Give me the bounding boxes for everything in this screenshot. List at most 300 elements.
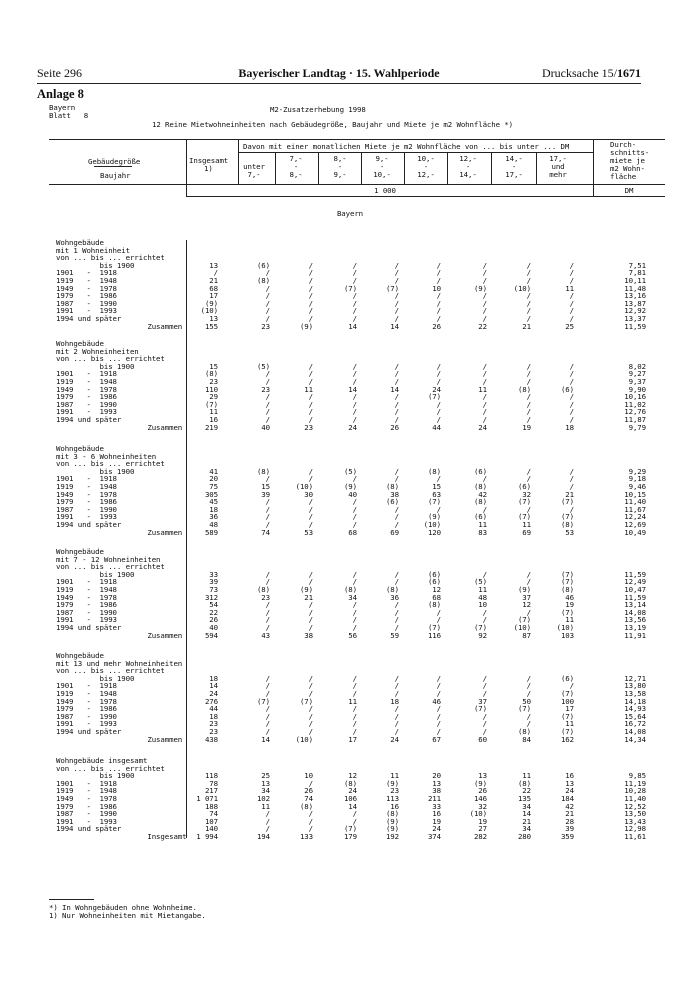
table-cell: / (265, 623, 270, 632)
table-cell: 12 (522, 600, 531, 610)
table-cell: (8) (385, 482, 399, 491)
table-cell: 113 (385, 794, 399, 803)
table-cell: 13,80 (624, 681, 646, 691)
table-cell: 34 (522, 824, 531, 834)
table-cell: / (526, 392, 531, 402)
table-cell: (9) (299, 321, 313, 331)
range-head: - (337, 162, 343, 171)
row-label: 1987 - 1990 (56, 399, 117, 409)
table-cell: 84 (522, 734, 531, 744)
table-cell: / (352, 392, 357, 402)
table-cell: 13 (565, 778, 574, 788)
table-cell: 11,91 (624, 630, 646, 640)
table-cell: 14,08 (624, 607, 646, 617)
table-cell: / (526, 291, 531, 301)
table-cell: / (308, 704, 313, 714)
table-cell: 40 (209, 623, 218, 632)
table-cell: 12 (432, 585, 441, 594)
table-cell: / (526, 504, 531, 514)
table-cell: (10) (423, 520, 441, 529)
table-cell: 23 (261, 384, 270, 394)
table-cell: / (436, 681, 441, 691)
table-cell: / (352, 268, 357, 278)
table-cell: / (352, 276, 357, 285)
table-cell: / (394, 474, 399, 484)
section-title: mit 2 Wohneinheiten (56, 346, 139, 356)
unit-dm: DM (624, 186, 634, 195)
table-cell: / (436, 369, 441, 379)
row-label: Zusammen (56, 734, 183, 744)
table-cell: 16 (432, 809, 441, 819)
table-cell: 594 (204, 630, 218, 640)
table-cell: / (308, 607, 313, 617)
table-cell: / (436, 306, 441, 316)
table-cell: 43 (261, 630, 270, 640)
table-cell: 12,24 (624, 512, 646, 522)
row-label: 1991 - 1993 (56, 615, 117, 625)
table-cell: / (482, 260, 487, 270)
table-cell: 14,93 (624, 704, 646, 714)
page-header (37, 66, 641, 82)
table-cell: 14 (261, 734, 270, 744)
table-cell: (8) (343, 778, 357, 788)
table-cell: / (352, 623, 357, 632)
table-cell: / (265, 407, 270, 417)
header-rule (37, 83, 641, 84)
table-cell: / (436, 407, 441, 417)
table-cell: / (352, 704, 357, 714)
table-cell: 68 (432, 592, 441, 602)
table-cell: 12 (348, 771, 357, 781)
table-cell: / (308, 407, 313, 417)
table-cell: / (526, 268, 531, 278)
table-cell: / (526, 689, 531, 698)
table-cell: / (436, 291, 441, 301)
row-label: 1901 - 1918 (56, 474, 117, 484)
table-cell: / (394, 704, 399, 714)
table-cell: 14 (348, 801, 357, 811)
head-bottom-rule (49, 184, 665, 185)
table-cell: 12,98 (624, 824, 646, 834)
col-head-insgesamt: Insgesamt (189, 156, 229, 165)
table-cell: / (352, 520, 357, 529)
range-head: unter (243, 162, 265, 171)
table-cell: 102 (256, 794, 270, 803)
table-cell: / (482, 607, 487, 617)
table-cell: 21 (304, 592, 313, 602)
table-cell: / (526, 314, 531, 323)
table-cell: / (265, 681, 270, 691)
table-cell: 23 (209, 727, 218, 736)
row-label: 1979 - 1986 (56, 801, 117, 811)
table-cell: / (394, 369, 399, 379)
table-cell: 9,18 (628, 474, 646, 484)
table-cell: (8) (299, 801, 313, 811)
table-cell: 13 (209, 260, 218, 270)
table-cell: 118 (204, 771, 218, 781)
table-cell: 11 (209, 407, 218, 417)
table-cell: / (352, 711, 357, 721)
table-cell: (6) (560, 673, 574, 683)
table-cell: (9) (204, 298, 218, 308)
table-cell: / (308, 276, 313, 285)
table-cell: 155 (204, 321, 218, 331)
table-cell: / (308, 260, 313, 270)
table-cell: 26 (478, 786, 487, 796)
table-cell: / (569, 399, 574, 409)
range-head: 14,- (505, 154, 523, 163)
table-cell: 10,15 (624, 489, 646, 499)
table-cell: 23 (304, 422, 313, 432)
row-label: 1987 - 1990 (56, 809, 117, 819)
table-cell: / (482, 314, 487, 323)
table-cell: / (482, 291, 487, 301)
table-cell: 1 071 (196, 794, 218, 803)
range-vrule (318, 152, 319, 184)
table-cell: (7) (560, 577, 574, 587)
table-cell: / (394, 711, 399, 721)
table-cell: / (526, 298, 531, 308)
table-cell: 87 (522, 630, 531, 640)
table-cell: 11 (565, 719, 574, 729)
table-cell: 188 (204, 801, 218, 811)
table-cell: (7) (560, 711, 574, 721)
table-cell: / (352, 291, 357, 301)
table-cell: / (265, 816, 270, 826)
row-label: 1949 - 1978 (56, 794, 117, 803)
table-cell: (7) (560, 607, 574, 617)
table-cell: 16 (209, 415, 218, 424)
table-cell: 10 (432, 283, 441, 293)
section-title: Wohngebäude (56, 651, 104, 660)
table-cell: 59 (390, 630, 399, 640)
table-cell: / (482, 474, 487, 484)
table-cell: (7) (560, 497, 574, 507)
table-cell: 13,56 (624, 615, 646, 625)
range-head: 12,- (459, 154, 477, 163)
table-cell: (7) (560, 512, 574, 522)
table-cell: / (308, 268, 313, 278)
table-cell: 106 (343, 794, 357, 803)
table-cell: / (436, 615, 441, 625)
table-cell: (6) (256, 260, 270, 270)
table-cell: 56 (348, 630, 357, 640)
table-cell: 10,28 (624, 786, 646, 796)
table-cell: 68 (209, 283, 218, 293)
section-title: von ... bis ... errichtet (56, 562, 165, 572)
table-cell: (9) (517, 585, 531, 594)
table-cell: / (352, 600, 357, 610)
table-cell: 7,51 (628, 260, 646, 270)
table-cell: (7) (343, 824, 357, 834)
table-cell: 46 (565, 592, 574, 602)
table-cell: 34 (261, 786, 270, 796)
table-cell: / (526, 673, 531, 683)
row-label: 1949 - 1978 (56, 489, 117, 499)
table-cell: 22 (522, 786, 531, 796)
table-cell: / (352, 407, 357, 417)
durch-vrule (593, 139, 594, 196)
table-cell: 9,46 (628, 482, 646, 491)
sheet-label: Blatt 8 (49, 111, 89, 120)
table-cell: 25 (261, 771, 270, 781)
table-cell: 374 (427, 832, 441, 841)
table-cell: 146 (473, 794, 487, 803)
table-cell: (8) (385, 809, 399, 819)
table-cell: 39 (209, 577, 218, 587)
table-cell: 24 (348, 422, 357, 432)
row-label: 1987 - 1990 (56, 711, 117, 721)
table-cell: 438 (204, 734, 218, 744)
table-cell: / (352, 399, 357, 409)
table-cell: 22 (209, 607, 218, 617)
table-cell: 40 (348, 489, 357, 499)
col-head-baujahr: Baujahr (100, 171, 131, 180)
section-title: Wohngebäude (56, 444, 104, 453)
table-cell: 184 (560, 794, 574, 803)
row-label: Zusammen (56, 321, 183, 331)
table-cell: 78 (209, 778, 218, 788)
section-title: von ... bis ... errichtet (56, 253, 165, 263)
row-label: 1991 - 1993 (56, 407, 117, 417)
table-cell: 10,49 (624, 527, 646, 537)
row-label: 1991 - 1993 (56, 719, 117, 729)
range-head: 7,- (289, 154, 303, 163)
table-cell: (7) (385, 283, 399, 293)
table-cell: / (526, 369, 531, 379)
section-title: von ... bis ... errichtet (56, 354, 165, 364)
table-cell: / (308, 816, 313, 826)
table-cell: (9) (473, 283, 487, 293)
table-cell: 53 (304, 527, 313, 537)
table-cell: 18 (390, 696, 399, 706)
range-head: 17,- (549, 154, 567, 163)
table-cell: 15 (261, 482, 270, 491)
table-cell: 12,76 (624, 407, 646, 417)
table-cell: 110 (204, 384, 218, 394)
table-cell: / (308, 361, 313, 371)
table-cell: 44 (432, 422, 441, 432)
table-cell: 37 (478, 696, 487, 706)
table-cell: 23 (261, 592, 270, 602)
table-cell: 107 (204, 816, 218, 826)
table-cell: 11,40 (624, 794, 646, 803)
table-cell: (7) (560, 727, 574, 736)
table-cell: 33 (432, 801, 441, 811)
table-cell: / (526, 276, 531, 285)
table-cell: / (482, 268, 487, 278)
table-cell: (7) (299, 696, 313, 706)
table-cell: 53 (565, 527, 574, 537)
table-cell: / (482, 504, 487, 514)
range-vrule (404, 152, 405, 184)
table-cell: 15,64 (624, 711, 646, 721)
table-cell: (6) (517, 482, 531, 491)
table-cell: / (265, 711, 270, 721)
table-cell: / (352, 673, 357, 683)
table-cell: / (352, 415, 357, 424)
table-cell: (7) (473, 704, 487, 714)
table-cell: / (569, 474, 574, 484)
table-cell: / (352, 377, 357, 386)
table-cell: / (526, 607, 531, 617)
table-cell: / (526, 569, 531, 579)
table-cell: / (265, 298, 270, 308)
table-cell: / (308, 377, 313, 386)
table-cell: 24 (209, 689, 218, 698)
table-cell: / (308, 824, 313, 834)
table-cell: (7) (517, 704, 531, 714)
table-cell: 38 (432, 786, 441, 796)
table-cell: / (482, 369, 487, 379)
table-cell: / (569, 504, 574, 514)
table-cell: / (394, 399, 399, 409)
table-cell: 11 (522, 520, 531, 529)
table-cell: 217 (204, 786, 218, 796)
table-cell: / (436, 268, 441, 278)
table-cell: (9) (343, 482, 357, 491)
table-cell: (6) (427, 569, 441, 579)
range-head: - (511, 162, 517, 171)
range-head: - (293, 162, 299, 171)
table-cell: / (352, 497, 357, 507)
table-cell: 36 (390, 592, 399, 602)
appendix-title: Anlage 8 (37, 87, 84, 101)
table-cell: (7) (517, 615, 531, 625)
table-cell: / (308, 689, 313, 698)
table-cell: / (308, 474, 313, 484)
table-cell: (6) (560, 384, 574, 394)
table-cell: 103 (560, 630, 574, 640)
table-cell: / (265, 392, 270, 402)
table-cell: / (436, 504, 441, 514)
table-cell: 16 (390, 801, 399, 811)
table-cell: / (526, 306, 531, 316)
table-cell: 63 (432, 489, 441, 499)
table-cell: 100 (560, 696, 574, 706)
table-cell: / (352, 361, 357, 371)
table-cell: 20 (432, 771, 441, 781)
table-cell: 23 (261, 321, 270, 331)
table-cell: / (526, 260, 531, 270)
table-cell: 18 (565, 422, 574, 432)
table-cell: / (394, 407, 399, 417)
table-cell: / (526, 711, 531, 721)
table-cell: / (394, 504, 399, 514)
table-cell: 21 (522, 321, 531, 331)
table-cell: / (265, 600, 270, 610)
table-cell: 120 (427, 527, 441, 537)
table-cell: (7) (204, 399, 218, 409)
table-cell: / (482, 306, 487, 316)
table-cell: / (394, 291, 399, 301)
table-cell: / (526, 415, 531, 424)
table-cell: / (352, 504, 357, 514)
table-cell: / (436, 260, 441, 270)
table-cell: (8) (427, 466, 441, 476)
table-cell: (10) (469, 809, 487, 819)
row-label: bis 1900 (56, 771, 135, 781)
table-cell: 11 (304, 384, 313, 394)
table-cell: / (308, 306, 313, 316)
table-cell: / (436, 711, 441, 721)
table-cell: (8) (204, 369, 218, 379)
table-cell: / (569, 260, 574, 270)
region-heading: Bayern (336, 209, 364, 218)
table-cell: / (352, 689, 357, 698)
range-head: 10,- (373, 170, 391, 179)
table-cell: / (265, 399, 270, 409)
table-cell: / (308, 600, 313, 610)
range-head: - (379, 162, 385, 171)
table-cell: / (308, 569, 313, 579)
table-cell: / (569, 369, 574, 379)
table-cell: / (436, 298, 441, 308)
table-cell: / (265, 577, 270, 587)
table-cell: 20 (209, 474, 218, 484)
table-cell: 10,47 (624, 585, 646, 594)
section-title: mit 1 Wohneinheit (56, 245, 130, 255)
table-cell: 37 (522, 592, 531, 602)
table-cell: / (482, 727, 487, 736)
row-label: bis 1900 (56, 673, 135, 683)
table-cell: / (436, 314, 441, 323)
table-cell: 305 (204, 489, 218, 499)
table-cell: (9) (385, 824, 399, 834)
table-cell: / (482, 569, 487, 579)
table-cell: (7) (256, 696, 270, 706)
table-cell: / (352, 298, 357, 308)
table-cell: 1 994 (196, 832, 218, 841)
table-cell: (8) (256, 276, 270, 285)
range-head: 12,- (417, 170, 435, 179)
row-label: 1901 - 1918 (56, 577, 117, 587)
table-cell: 16,72 (624, 719, 646, 729)
row-label: 1991 - 1993 (56, 306, 117, 316)
table-cell: 312 (204, 592, 218, 602)
col-head-durchschnitt: schnitts- (610, 148, 650, 157)
table-cell: 36 (209, 512, 218, 522)
table-cell: (5) (256, 361, 270, 371)
table-cell: / (265, 512, 270, 522)
table-cell: / (436, 276, 441, 285)
col-head-insgesamt-note: 1) (204, 164, 213, 173)
table-cell: 10,16 (624, 392, 646, 402)
page-number: Seite 296 (37, 66, 82, 80)
table-cell: / (394, 681, 399, 691)
table-cell: 359 (560, 832, 574, 841)
table-cell: / (265, 607, 270, 617)
table-cell: 68 (348, 527, 357, 537)
section-title: Wohngebäude (56, 339, 104, 348)
range-head: 17,- (505, 170, 523, 179)
footnote-1: *) In Wohngebäuden ohne Wohnheime. (49, 903, 197, 912)
table-cell: / (308, 291, 313, 301)
range-head: 8,- (289, 170, 303, 179)
table-cell: 24 (565, 786, 574, 796)
table-cell: 13,43 (624, 816, 646, 826)
table-cell: / (265, 474, 270, 484)
table-cell: / (569, 407, 574, 417)
table-cell: / (569, 361, 574, 371)
table-cell: 14 (209, 681, 218, 691)
table-cell: 14 (348, 321, 357, 331)
table-cell: 11 (348, 696, 357, 706)
range-head: mehr (549, 170, 567, 179)
table-cell: / (352, 577, 357, 587)
range-head: 8,- (333, 154, 347, 163)
table-cell: / (265, 291, 270, 301)
